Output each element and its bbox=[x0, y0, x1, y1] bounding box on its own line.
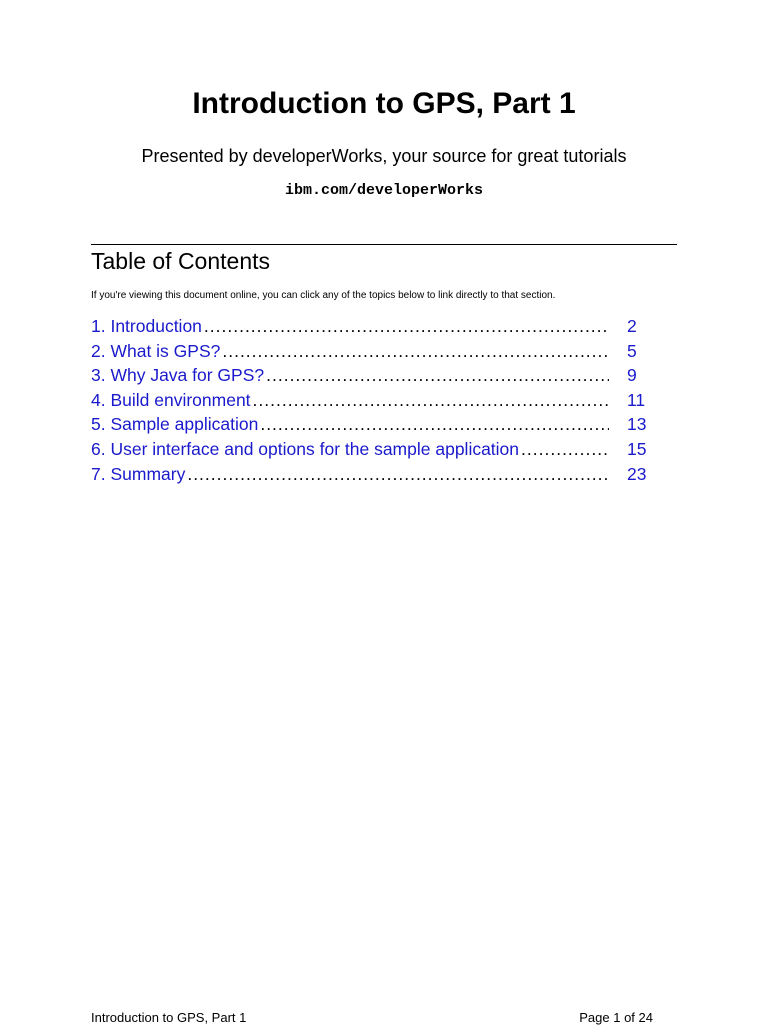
toc-item-page[interactable]: 15 bbox=[627, 438, 647, 459]
toc-leader-dots bbox=[222, 339, 609, 363]
toc-item-label[interactable]: 1. Introduction bbox=[91, 316, 202, 336]
toc-link-sample-application[interactable] bbox=[91, 412, 657, 437]
document-subtitle: Presented by developerWorks, your source for great tutorials bbox=[141, 146, 627, 166]
toc-item-label[interactable]: 7. Summary bbox=[91, 463, 186, 484]
toc-leader-dots bbox=[187, 462, 609, 486]
toc-link-summary[interactable] bbox=[91, 462, 657, 487]
toc-leader-dots bbox=[266, 363, 609, 387]
footer-page-number: Page 1 of 24 bbox=[579, 1010, 653, 1025]
site-url: ibm.com/developerWorks bbox=[284, 182, 484, 199]
toc-item-page[interactable]: 11 bbox=[627, 389, 646, 410]
toc-link-build-environment[interactable] bbox=[91, 388, 657, 413]
toc-leader-dots bbox=[260, 412, 609, 436]
document-title: Introduction to GPS, Part 1 bbox=[192, 87, 576, 120]
toc-link-user-interface[interactable] bbox=[91, 437, 657, 462]
toc-item-label[interactable]: 5. Sample application bbox=[91, 414, 259, 435]
toc-item-label[interactable]: 4. Build environment bbox=[91, 389, 251, 410]
toc-link-what-is-gps[interactable] bbox=[91, 339, 657, 364]
toc-link-introduction[interactable] bbox=[91, 314, 657, 339]
toc-leader-dots bbox=[204, 314, 609, 338]
toc-note: If you're viewing this document online, you can click any of the topics below to link directly to that section. bbox=[91, 290, 556, 301]
toc-item-page[interactable]: 9 bbox=[627, 365, 637, 386]
footer-document-title: Introduction to GPS, Part 1 bbox=[91, 1010, 247, 1025]
toc-item-page[interactable]: 5 bbox=[627, 340, 637, 361]
table-of-contents bbox=[91, 314, 657, 486]
toc-leader-dots bbox=[521, 437, 609, 461]
toc-item-label[interactable]: 6. User interface and options for the sample application bbox=[91, 438, 520, 459]
toc-item-page[interactable]: 2 bbox=[627, 316, 637, 336]
toc-item-page[interactable]: 23 bbox=[627, 463, 647, 484]
toc-heading: Table of Contents bbox=[91, 248, 271, 274]
toc-item-page[interactable]: 13 bbox=[627, 414, 647, 435]
toc-leader-dots bbox=[253, 388, 609, 412]
toc-item-label[interactable]: 2. What is GPS? bbox=[91, 340, 221, 361]
section-divider bbox=[91, 244, 677, 245]
toc-item-label[interactable]: 3. Why Java for GPS? bbox=[91, 365, 265, 386]
toc-link-why-java[interactable] bbox=[91, 363, 657, 388]
